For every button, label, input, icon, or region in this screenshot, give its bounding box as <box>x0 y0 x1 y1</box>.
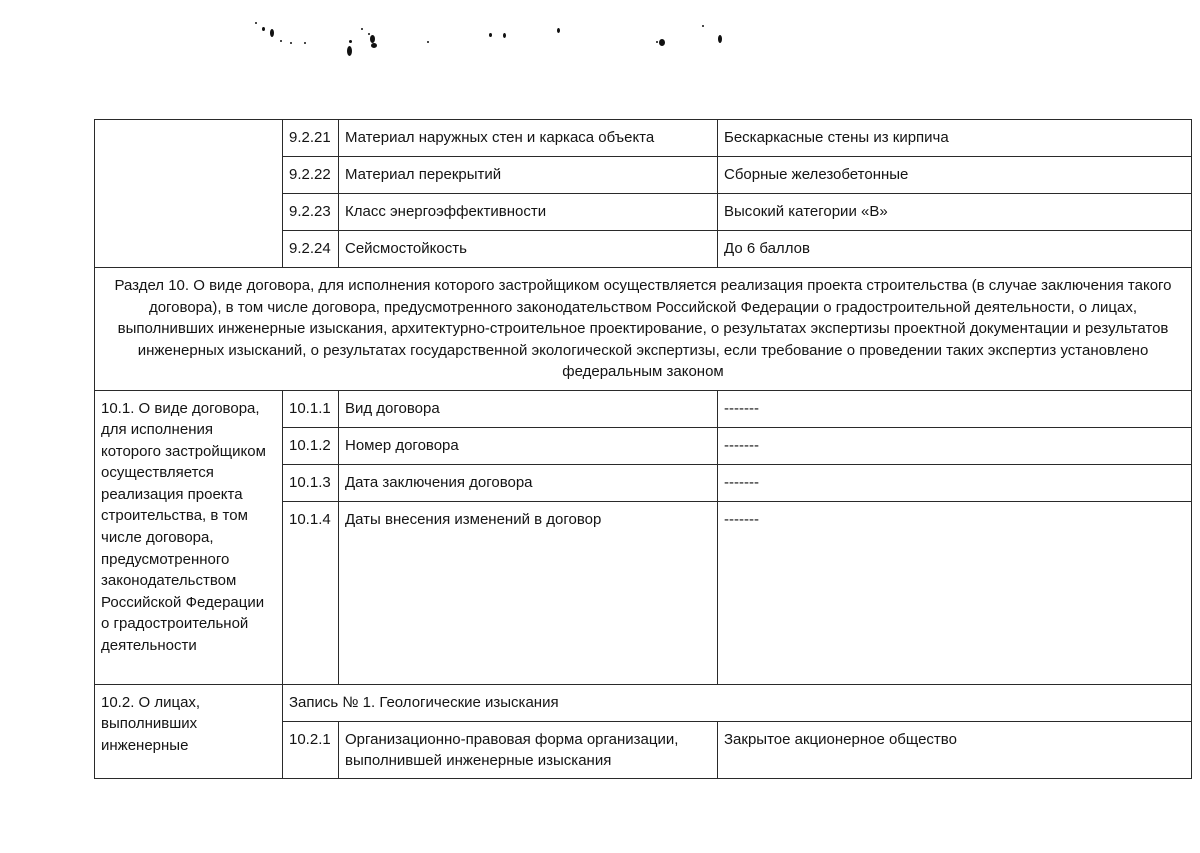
subsection-10-2-label: 10.2. О лицах, выполнивших инженерные <box>95 684 283 778</box>
row-value: Высокий категории «В» <box>718 194 1192 231</box>
table-row <box>95 684 1192 721</box>
row-number: 9.2.22 <box>283 157 339 194</box>
row-value: Бескаркасные стены из кирпича <box>718 120 1192 157</box>
row-value: ------- <box>718 427 1192 464</box>
row-value: До 6 баллов <box>718 231 1192 268</box>
row-value: ------- <box>718 390 1192 427</box>
row-number: 10.1.4 <box>283 501 339 684</box>
empty-label-cell <box>95 120 283 268</box>
document-table <box>94 119 1192 779</box>
row-number: 9.2.23 <box>283 194 339 231</box>
row-label: Номер договора <box>339 427 718 464</box>
row-label: Организационно-правовая форма организации, выполнившей инженерные изыскания <box>339 721 718 778</box>
row-value: Сборные железобетонные <box>718 157 1192 194</box>
row-label: Сейсмостойкость <box>339 231 718 268</box>
row-value: ------- <box>718 501 1192 684</box>
row-label: Дата заключения договора <box>339 464 718 501</box>
row-number: 10.1.1 <box>283 390 339 427</box>
row-label: Материал наружных стен и каркаса объекта <box>339 120 718 157</box>
row-number: 10.2.1 <box>283 721 339 778</box>
row-number: 10.1.3 <box>283 464 339 501</box>
row-label: Материал перекрытий <box>339 157 718 194</box>
subsection-10-1-label: 10.1. О виде договора, для исполнения которого застройщиком осуществляется реализация проекта строительства, в том числе договора, предусмотренного законодательством Российской Федерации о градостроительной деятельности <box>95 390 283 684</box>
row-value: ------- <box>718 464 1192 501</box>
row-number: 9.2.24 <box>283 231 339 268</box>
table-row <box>95 390 1192 427</box>
table-row <box>95 120 1192 157</box>
row-label: Даты внесения изменений в договор <box>339 501 718 684</box>
row-value: Закрытое акционерное общество <box>718 721 1192 778</box>
record-header: Запись № 1. Геологические изыскания <box>283 684 1192 721</box>
row-label: Вид договора <box>339 390 718 427</box>
row-number: 9.2.21 <box>283 120 339 157</box>
row-label: Класс энергоэффективности <box>339 194 718 231</box>
section-10-title: Раздел 10. О виде договора, для исполнения которого застройщиком осуществляется реализация проекта строительства (в случае заключения такого договора), в том числе договора, предусмотренного законодательством Российской Федерации о градостроительной деятельности, о лицах, выполнивших инженерные изыскания, архитектурно-строительное проектирование, о результатах экспертизы проектной документации и результатов инженерных изысканий, о результатах государственной экологической экспертизы, если требование о проведении таких экспертиз установлено федеральным законом <box>95 268 1192 391</box>
row-number: 10.1.2 <box>283 427 339 464</box>
section-header-row <box>95 268 1192 391</box>
